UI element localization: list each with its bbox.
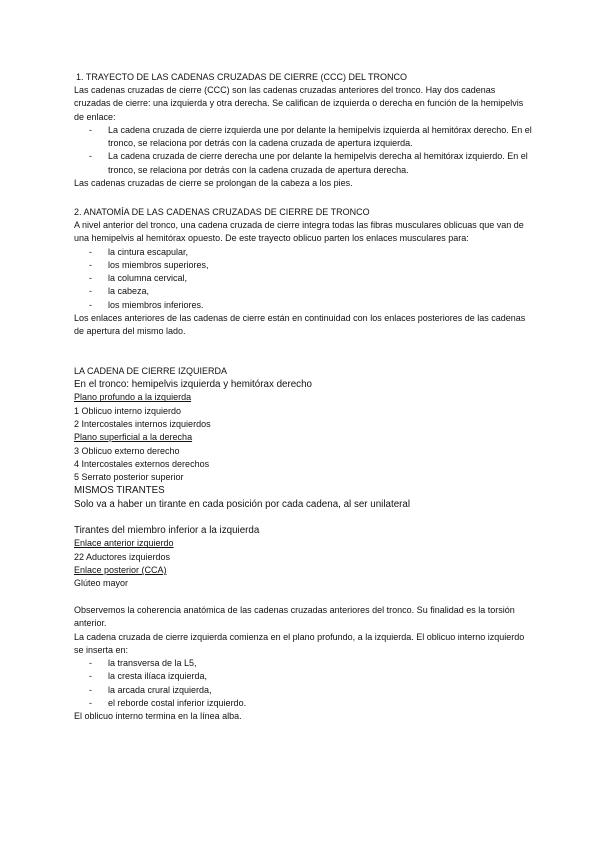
enlace-anterior-label: Enlace anterior izquierdo xyxy=(74,538,174,549)
section-1-list xyxy=(74,124,534,177)
section-5-closing: El oblicuo interno termina en la línea alba. xyxy=(74,711,242,722)
section-5-list xyxy=(74,657,534,710)
list-item: - los miembros superiores, xyxy=(89,259,209,270)
section-5-para-1: Observemos la coherencia anatómica de las cadenas cruzadas anteriores del tronco. Su finalidad es la torsión anterior. xyxy=(74,605,515,629)
tirantes-miembro-title: Tirantes del miembro inferior a la izquierda xyxy=(74,525,260,536)
list-item: - La cadena cruzada de cierre izquierda une por delante la hemipelvis izquierda al hemitórax derecho. En el tronco, se relaciona por detrás con la cadena cruzada de apertura izquierda. xyxy=(89,124,532,149)
section-anatomia xyxy=(74,206,534,339)
list-item: - la cabeza, xyxy=(89,286,150,297)
enlace-posterior-label: Enlace posterior (CCA) xyxy=(74,565,167,575)
list-item: - el reborde costal inferior izquierdo. xyxy=(89,698,247,709)
tirantes-title: MISMOS TIRANTES xyxy=(74,485,165,497)
list-item: 5 Serrato posterior superior xyxy=(74,472,184,483)
section-2-heading: 2. ANATOMÍA DE LAS CADENAS CRUZADAS DE CIERRE DE TRONCO xyxy=(74,207,370,217)
section-2-intro: A nivel anterior del tronco, una cadena cruzada de cierre integra todas las fibras musculares oblicuas que van de una hemipelvis al hemitórax opuesto. De este trayecto oblicuo parten los enlaces musculares para: xyxy=(74,220,524,244)
tirantes-text: Solo va a haber un tirante en cada posición por cada cadena, al ser unilateral xyxy=(74,498,411,510)
section-2-list xyxy=(74,246,534,312)
section-trayecto xyxy=(74,71,534,190)
section-5-para-2: La cadena cruzada de cierre izquierda comienza en el plano profundo, a la izquierda. El oblicuo interno izquierdo se inserta en: xyxy=(74,631,525,655)
section-1-closing: Las cadenas cruzadas de cierre se prolongan de la cabeza a los pies. xyxy=(74,178,353,189)
list-item: - la arcada crural izquierda, xyxy=(89,684,212,695)
list-item: - La cadena cruzada de cierre derecha une por delante la hemipelvis derecha al hemitórax izquierdo. En el tronco, se relaciona por detrás con la cadena cruzada de apertura derecha. xyxy=(89,151,528,175)
plane-superficial-label: Plano superficial a la derecha xyxy=(74,432,193,443)
list-item: 1 Oblicuo interno izquierdo xyxy=(74,405,182,416)
section-1-heading: 1. TRAYECTO DE LAS CADENAS CRUZADAS DE CIERRE (CCC) DEL TRONCO xyxy=(76,72,408,82)
list-item: - la transversa de la L5, xyxy=(89,658,197,669)
section-coherencia xyxy=(74,604,534,724)
section-3-heading: LA CADENA DE CIERRE IZQUIERDA xyxy=(74,366,228,376)
list-item: - la columna cervical, xyxy=(89,273,188,284)
section-3-subtitle: En el tronco: hemipelvis izquierda y hemitórax derecho xyxy=(74,379,312,390)
list-item: 2 Intercostales internos izquierdos xyxy=(74,419,211,429)
list-item: - la cresta ilíaca izquierda, xyxy=(89,671,208,682)
list-item: - la cintura escapular, xyxy=(89,246,189,257)
section-cadena-izquierda xyxy=(74,365,534,511)
list-item: 22 Aductores izquierdos xyxy=(74,551,171,562)
plane-deep-label: Plano profundo a la izquierda xyxy=(74,392,192,403)
section-tirantes xyxy=(74,524,534,591)
section-1-intro: Las cadenas cruzadas de cierre (CCC) son las cadenas cruzadas anteriores del tronco. Hay dos cadenas cruzadas de cierre: una izquierda y otra derecha. Se califican de izquierda o derecha en función de la hemipelvis de enlace: xyxy=(74,85,524,122)
list-item: 4 Intercostales externos derechos xyxy=(74,458,210,469)
list-item: 3 Oblicuo externo derecho xyxy=(74,445,180,456)
section-2-closing: Los enlaces anteriores de las cadenas de cierre están en continuidad con los enlaces posteriores de las cadenas de apertura del mismo lado. xyxy=(74,313,526,337)
list-item: - los miembros inferiores. xyxy=(89,299,204,310)
list-item: Glúteo mayor xyxy=(74,578,129,589)
